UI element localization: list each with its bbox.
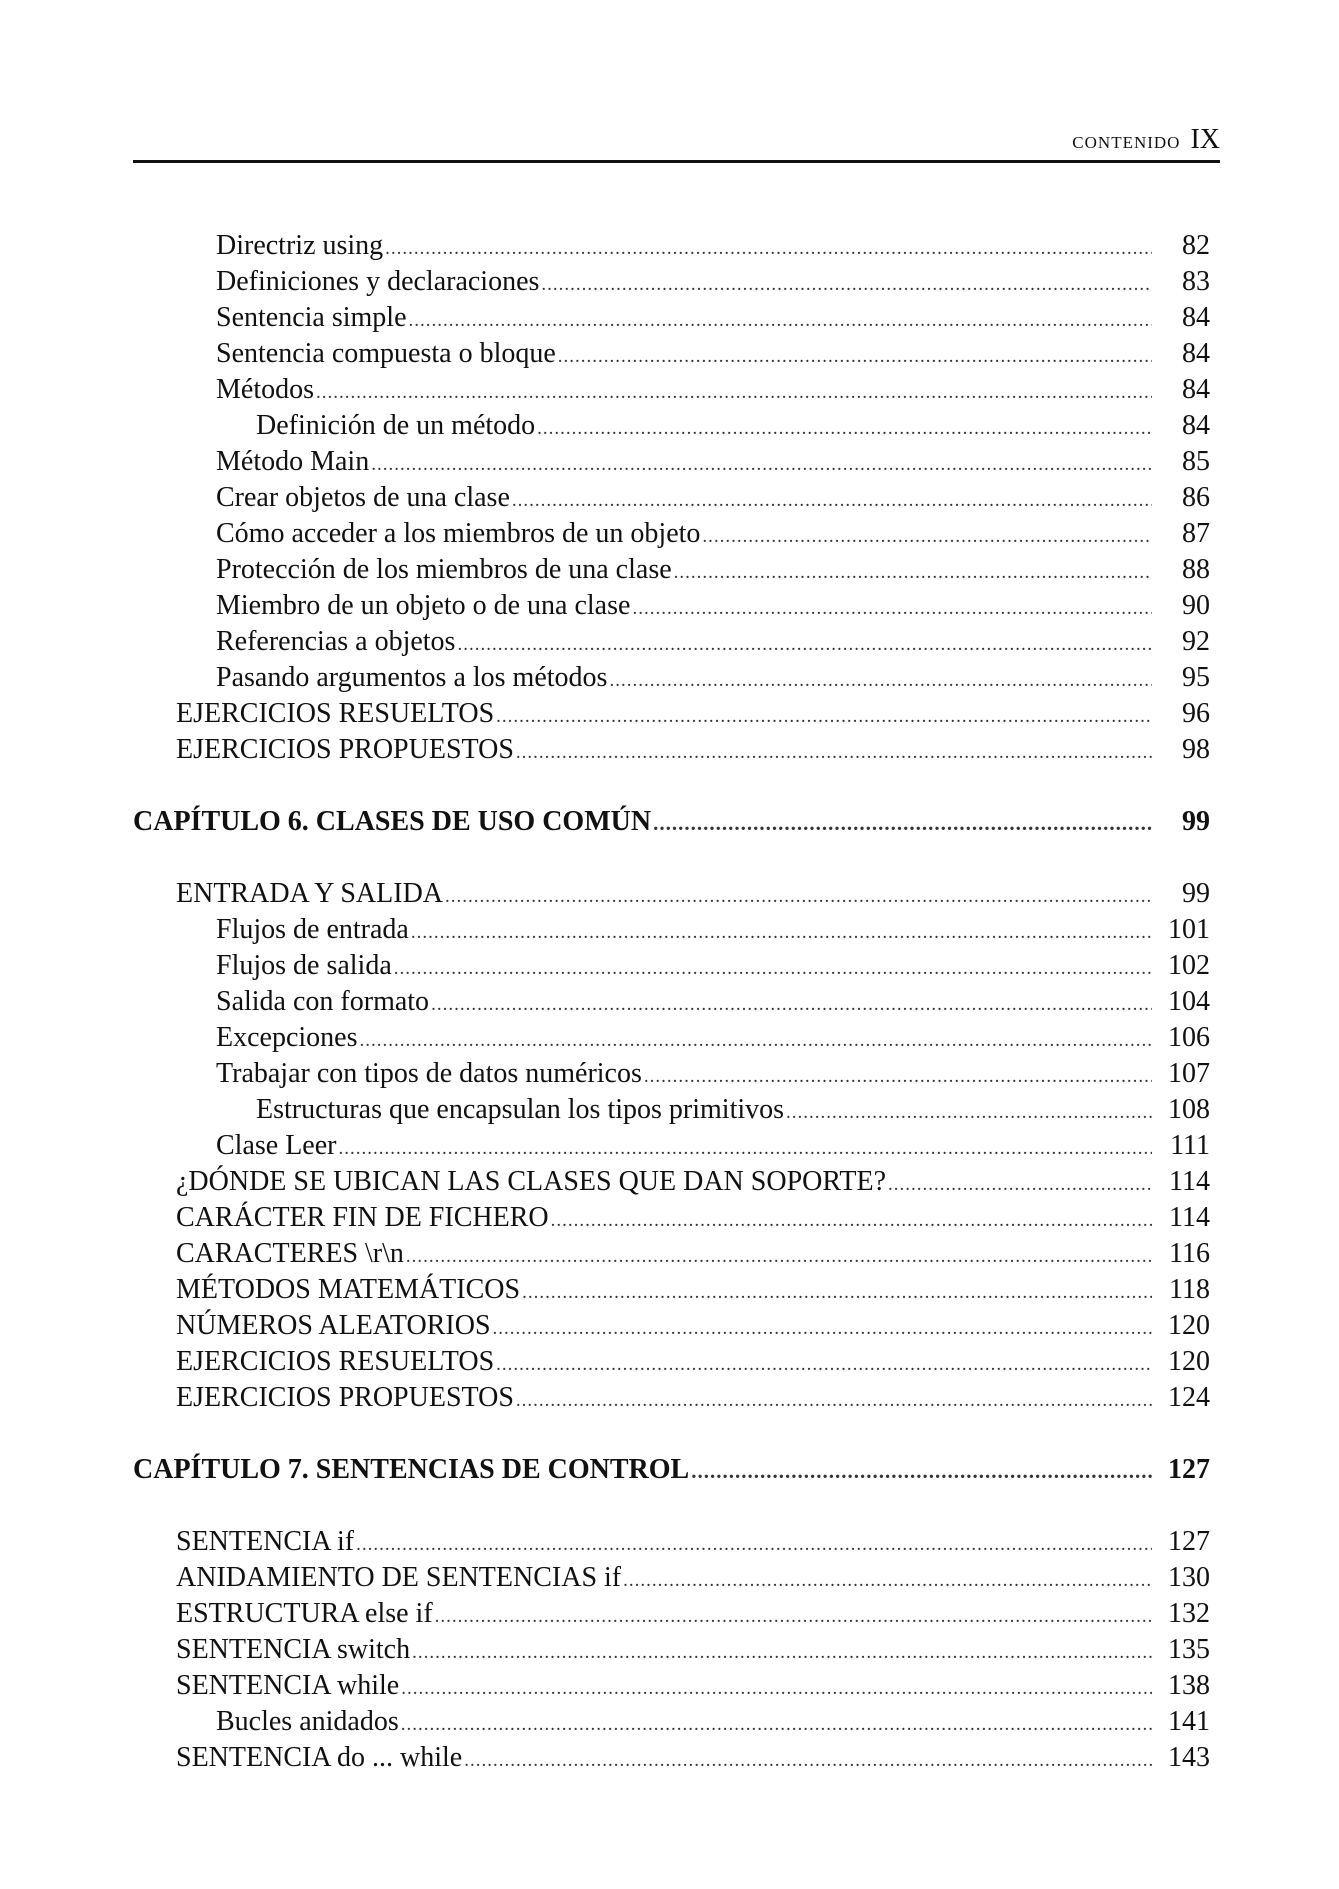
header-page-number: IX bbox=[1190, 124, 1220, 155]
toc-entry-title: Sentencia simple bbox=[216, 302, 407, 333]
dot-leader bbox=[537, 411, 1152, 447]
dot-leader bbox=[512, 483, 1152, 519]
dot-leader bbox=[551, 1203, 1152, 1239]
dot-leader bbox=[702, 519, 1152, 555]
toc-page-number: 99 bbox=[1182, 878, 1210, 909]
toc-entry-title: Directriz using bbox=[216, 230, 384, 261]
toc-entry-title: NÚMEROS ALEATORIOS bbox=[176, 1310, 491, 1341]
dot-leader bbox=[409, 303, 1152, 339]
toc-entry bbox=[216, 1020, 1210, 1056]
toc-page-number: 95 bbox=[1182, 662, 1210, 693]
toc-entry bbox=[176, 1560, 1210, 1596]
toc-entry-title: Sentencia compuesta o bloque bbox=[216, 338, 556, 369]
toc-entry-title: EJERCICIOS PROPUESTOS bbox=[176, 734, 514, 765]
dot-leader bbox=[516, 1383, 1152, 1419]
toc-entry bbox=[176, 696, 1210, 732]
toc-entry-title: Cómo acceder a los miembros de un objeto bbox=[216, 518, 701, 549]
toc-page-number: 120 bbox=[1168, 1346, 1210, 1377]
toc-page-number: 90 bbox=[1182, 590, 1210, 621]
toc-entry bbox=[216, 948, 1210, 984]
toc-entry bbox=[176, 1344, 1210, 1380]
toc-page-number: 135 bbox=[1168, 1634, 1210, 1665]
toc-page-number: 108 bbox=[1168, 1094, 1210, 1125]
header-section-label: CONTENIDO bbox=[1072, 133, 1181, 152]
toc-entry-title: ESTRUCTURA else if bbox=[176, 1598, 433, 1629]
toc-entry-title: Flujos de salida bbox=[216, 950, 392, 981]
dot-leader bbox=[445, 879, 1152, 915]
dot-leader bbox=[496, 1347, 1152, 1383]
toc-page-number: 124 bbox=[1168, 1382, 1210, 1413]
dot-leader bbox=[385, 231, 1152, 267]
dot-leader bbox=[464, 1743, 1152, 1779]
toc-entry bbox=[216, 444, 1210, 480]
toc-page-number: 127 bbox=[1168, 1454, 1210, 1485]
dot-leader bbox=[674, 555, 1152, 591]
toc-entry bbox=[176, 1200, 1210, 1236]
dot-leader bbox=[316, 375, 1152, 411]
toc-entry-title: Protección de los miembros de una clase bbox=[216, 554, 672, 585]
toc-page-number: 84 bbox=[1182, 302, 1210, 333]
dot-leader bbox=[394, 951, 1152, 987]
toc-entry bbox=[216, 480, 1210, 516]
toc-entry-title: ENTRADA Y SALIDA bbox=[176, 878, 444, 909]
dot-leader bbox=[558, 339, 1152, 375]
toc-page-number: 104 bbox=[1168, 986, 1210, 1017]
toc-entry-title: Definición de un método bbox=[256, 410, 536, 441]
dot-leader bbox=[411, 915, 1152, 951]
toc-page-number: 120 bbox=[1168, 1310, 1210, 1341]
toc-page-number: 83 bbox=[1182, 266, 1210, 297]
toc-entry bbox=[216, 516, 1210, 552]
toc-page-number: 84 bbox=[1182, 338, 1210, 369]
toc-entry-title: Crear objetos de una clase bbox=[216, 482, 510, 513]
toc-page-number: 127 bbox=[1168, 1526, 1210, 1557]
toc-entry bbox=[216, 1128, 1210, 1164]
toc-entry bbox=[176, 1380, 1210, 1416]
toc-page-number: 111 bbox=[1170, 1130, 1210, 1161]
toc-page-number: 96 bbox=[1182, 698, 1210, 729]
toc-page-number: 143 bbox=[1168, 1742, 1210, 1773]
dot-leader bbox=[609, 663, 1152, 699]
toc-entry-title: EJERCICIOS PROPUESTOS bbox=[176, 1382, 514, 1413]
dot-leader bbox=[401, 1671, 1152, 1707]
toc-page-number: 107 bbox=[1168, 1058, 1210, 1089]
toc-page-number: 86 bbox=[1182, 482, 1210, 513]
dot-leader bbox=[356, 1527, 1152, 1563]
toc-entry-title: Salida con formato bbox=[216, 986, 430, 1017]
toc-entry bbox=[216, 300, 1210, 336]
toc-entry-title: SENTENCIA while bbox=[176, 1670, 400, 1701]
dot-leader bbox=[496, 699, 1152, 735]
toc-entry bbox=[176, 1632, 1210, 1668]
toc-entry-title: CARÁCTER FIN DE FICHERO bbox=[176, 1202, 549, 1233]
toc-entry-title: Referencias a objetos bbox=[216, 626, 456, 657]
toc-page-number: 138 bbox=[1168, 1670, 1210, 1701]
dot-leader bbox=[644, 1059, 1152, 1095]
dot-leader bbox=[435, 1599, 1152, 1635]
toc-chapter-entry bbox=[133, 1452, 1210, 1488]
toc-entry-title: Definiciones y declaraciones bbox=[216, 266, 540, 297]
toc-entry-title: SENTENCIA switch bbox=[176, 1634, 411, 1665]
toc-entry-title: Pasando argumentos a los métodos bbox=[216, 662, 608, 693]
toc-entry bbox=[256, 1092, 1210, 1128]
toc-entry bbox=[176, 1668, 1210, 1704]
toc-page-number: 106 bbox=[1168, 1022, 1210, 1053]
dot-leader bbox=[457, 627, 1152, 663]
dot-leader bbox=[406, 1239, 1152, 1275]
toc-entry-title: MÉTODOS MATEMÁTICOS bbox=[176, 1274, 521, 1305]
toc-page-number: 98 bbox=[1182, 734, 1210, 765]
dot-leader bbox=[371, 447, 1152, 483]
toc-entry-title: EJERCICIOS RESUELTOS bbox=[176, 1346, 495, 1377]
toc-entry bbox=[176, 876, 1210, 912]
dot-leader bbox=[493, 1311, 1152, 1347]
toc-page-number: 84 bbox=[1182, 374, 1210, 405]
dot-leader bbox=[786, 1095, 1152, 1131]
toc-page-number: 92 bbox=[1182, 626, 1210, 657]
toc-entry-title: SENTENCIA if bbox=[176, 1526, 355, 1557]
dot-leader bbox=[431, 987, 1152, 1023]
toc-entry bbox=[216, 552, 1210, 588]
toc-page-number: 84 bbox=[1182, 410, 1210, 441]
toc-entry-title: EJERCICIOS RESUELTOS bbox=[176, 698, 495, 729]
toc-entry-title: CARACTERES \r\n bbox=[176, 1238, 404, 1269]
toc-entry bbox=[176, 1236, 1210, 1272]
toc-entry-title: CAPÍTULO 6. CLASES DE USO COMÚN bbox=[133, 806, 652, 837]
toc-entry-title: Miembro de un objeto o de una clase bbox=[216, 590, 631, 621]
toc-entry bbox=[216, 228, 1210, 264]
toc-entry-title: Bucles anidados bbox=[216, 1706, 399, 1737]
toc-page-number: 88 bbox=[1182, 554, 1210, 585]
toc-entry bbox=[176, 1164, 1210, 1200]
toc-entry-title: CAPÍTULO 7. SENTENCIAS DE CONTROL bbox=[133, 1454, 690, 1485]
toc-entry bbox=[216, 264, 1210, 300]
dot-leader bbox=[339, 1131, 1153, 1167]
toc-entry-title: ¿DÓNDE SE UBICAN LAS CLASES QUE DAN SOPORTE? bbox=[176, 1166, 886, 1197]
toc-entry bbox=[216, 588, 1210, 624]
toc-page-number: 85 bbox=[1182, 446, 1210, 477]
toc-entry bbox=[216, 1056, 1210, 1092]
toc-entry-title: Excepciones bbox=[216, 1022, 358, 1053]
toc-entry bbox=[176, 1308, 1210, 1344]
dot-leader bbox=[653, 805, 1152, 841]
toc-page-number: 102 bbox=[1168, 950, 1210, 981]
toc-entry bbox=[216, 1704, 1210, 1740]
toc-entry bbox=[216, 660, 1210, 696]
toc-entry-title: Método Main bbox=[216, 446, 370, 477]
toc-entry-title: ANIDAMIENTO DE SENTENCIAS if bbox=[176, 1562, 622, 1593]
dot-leader bbox=[516, 735, 1152, 771]
toc-entry-title: Métodos bbox=[216, 374, 314, 405]
toc-page-number: 114 bbox=[1169, 1202, 1210, 1233]
toc-entry bbox=[256, 408, 1210, 444]
toc-entry bbox=[176, 1272, 1210, 1308]
toc-entry bbox=[216, 624, 1210, 660]
toc-entry bbox=[216, 336, 1210, 372]
dot-leader bbox=[888, 1167, 1152, 1203]
toc-entry-title: Clase Leer bbox=[216, 1130, 337, 1161]
dot-leader bbox=[541, 267, 1152, 303]
dot-leader bbox=[412, 1635, 1152, 1671]
dot-leader bbox=[623, 1563, 1152, 1599]
toc-page-number: 132 bbox=[1168, 1598, 1210, 1629]
toc-entry bbox=[176, 1596, 1210, 1632]
toc-page-number: 118 bbox=[1169, 1274, 1210, 1305]
dot-leader bbox=[691, 1453, 1152, 1489]
toc-page-number: 82 bbox=[1182, 230, 1210, 261]
toc-page-number: 116 bbox=[1169, 1238, 1210, 1269]
toc-entry bbox=[176, 1740, 1210, 1776]
toc-page-number: 114 bbox=[1169, 1166, 1210, 1197]
dot-leader bbox=[522, 1275, 1152, 1311]
toc-entry bbox=[216, 912, 1210, 948]
toc-entry bbox=[216, 372, 1210, 408]
toc-page-number: 130 bbox=[1168, 1562, 1210, 1593]
toc-entry-title: SENTENCIA do ... while bbox=[176, 1742, 463, 1773]
toc-entry bbox=[176, 732, 1210, 768]
dot-leader bbox=[401, 1707, 1152, 1743]
toc-page-number: 87 bbox=[1182, 518, 1210, 549]
toc-entry-title: Trabajar con tipos de datos numéricos bbox=[216, 1058, 642, 1089]
dot-leader bbox=[632, 591, 1152, 627]
toc-page-number: 141 bbox=[1168, 1706, 1210, 1737]
toc-page-number: 101 bbox=[1168, 914, 1210, 945]
toc-page-number: 99 bbox=[1182, 806, 1210, 837]
toc-entry bbox=[216, 984, 1210, 1020]
toc-chapter-entry bbox=[133, 804, 1210, 840]
dot-leader bbox=[360, 1023, 1153, 1059]
toc-entry-title: Estructuras que encapsulan los tipos primitivos bbox=[256, 1094, 785, 1125]
toc-entry bbox=[176, 1524, 1210, 1560]
toc-entry-title: Flujos de entrada bbox=[216, 914, 409, 945]
